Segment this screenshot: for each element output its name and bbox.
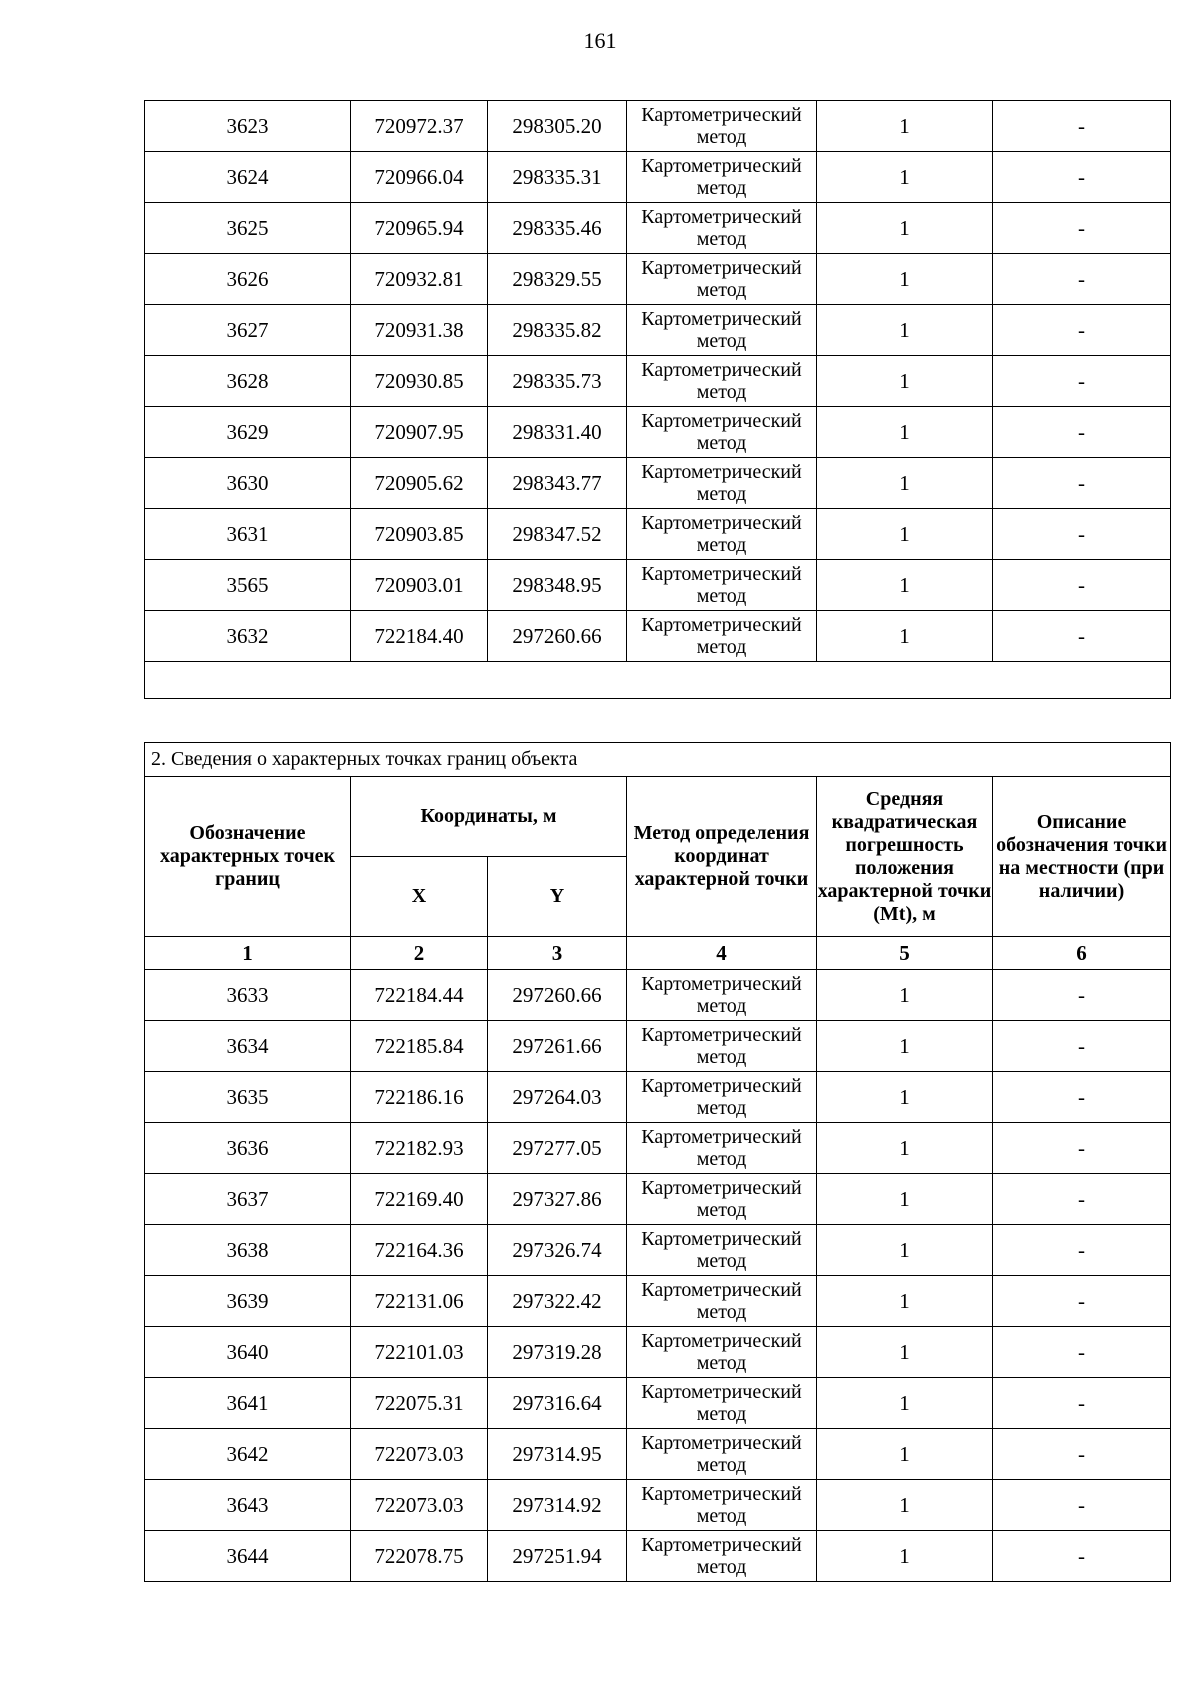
error-cell: 1 xyxy=(817,1429,993,1480)
error-cell: 1 xyxy=(817,1327,993,1378)
table-row xyxy=(145,1480,1171,1531)
x-coordinate-cell: 720907.95 xyxy=(351,407,488,458)
point-id-cell: 3641 xyxy=(145,1378,351,1429)
method-cell: Картометрический метод xyxy=(627,356,817,407)
table-row xyxy=(145,458,1171,509)
point-id-cell: 3624 xyxy=(145,152,351,203)
method-cell: Картометрический метод xyxy=(627,203,817,254)
table-row xyxy=(145,152,1171,203)
description-cell: - xyxy=(993,203,1171,254)
x-coordinate-cell: 722186.16 xyxy=(351,1072,488,1123)
y-coordinate-cell: 297261.66 xyxy=(488,1021,627,1072)
point-id-cell: 3628 xyxy=(145,356,351,407)
method-cell: Картометрический метод xyxy=(627,407,817,458)
column-index: 6 xyxy=(993,937,1171,970)
table-row xyxy=(145,101,1171,152)
description-cell: - xyxy=(993,560,1171,611)
table-row xyxy=(145,1378,1171,1429)
method-cell: Картометрический метод xyxy=(627,970,817,1021)
error-cell: 1 xyxy=(817,152,993,203)
point-id-cell: 3638 xyxy=(145,1225,351,1276)
table-row xyxy=(145,1021,1171,1072)
method-cell: Картометрический метод xyxy=(627,254,817,305)
x-coordinate-cell: 722101.03 xyxy=(351,1327,488,1378)
x-coordinate-cell: 720972.37 xyxy=(351,101,488,152)
point-id-cell: 3630 xyxy=(145,458,351,509)
method-cell: Картометрический метод xyxy=(627,1276,817,1327)
table-caption-row xyxy=(145,743,1171,777)
table-row xyxy=(145,1327,1171,1378)
header-designation: Обозначение характерных точек границ xyxy=(145,777,351,937)
error-cell: 1 xyxy=(817,509,993,560)
column-index: 4 xyxy=(627,937,817,970)
point-id-cell: 3633 xyxy=(145,970,351,1021)
table-row xyxy=(145,1123,1171,1174)
y-coordinate-cell: 298348.95 xyxy=(488,560,627,611)
table-row xyxy=(145,356,1171,407)
method-cell: Картометрический метод xyxy=(627,1174,817,1225)
point-id-cell: 3623 xyxy=(145,101,351,152)
point-id-cell: 3565 xyxy=(145,560,351,611)
y-coordinate-cell: 298329.55 xyxy=(488,254,627,305)
y-coordinate-cell: 297314.92 xyxy=(488,1480,627,1531)
y-coordinate-cell: 298305.20 xyxy=(488,101,627,152)
x-coordinate-cell: 720965.94 xyxy=(351,203,488,254)
method-cell: Картометрический метод xyxy=(627,560,817,611)
x-coordinate-cell: 722184.44 xyxy=(351,970,488,1021)
description-cell: - xyxy=(993,305,1171,356)
method-cell: Картометрический метод xyxy=(627,305,817,356)
table-empty-row xyxy=(145,662,1171,699)
method-cell: Картометрический метод xyxy=(627,1531,817,1582)
x-coordinate-cell: 722078.75 xyxy=(351,1531,488,1582)
method-cell: Картометрический метод xyxy=(627,509,817,560)
method-cell: Картометрический метод xyxy=(627,1480,817,1531)
error-cell: 1 xyxy=(817,1174,993,1225)
point-id-cell: 3635 xyxy=(145,1072,351,1123)
x-coordinate-cell: 720903.85 xyxy=(351,509,488,560)
error-cell: 1 xyxy=(817,407,993,458)
point-id-cell: 3629 xyxy=(145,407,351,458)
y-coordinate-cell: 298335.31 xyxy=(488,152,627,203)
y-coordinate-cell: 297316.64 xyxy=(488,1378,627,1429)
error-cell: 1 xyxy=(817,1072,993,1123)
y-coordinate-cell: 298335.46 xyxy=(488,203,627,254)
error-cell: 1 xyxy=(817,1123,993,1174)
table-row xyxy=(145,1225,1171,1276)
description-cell: - xyxy=(993,970,1171,1021)
table-row xyxy=(145,560,1171,611)
error-cell: 1 xyxy=(817,1480,993,1531)
y-coordinate-cell: 297251.94 xyxy=(488,1531,627,1582)
x-coordinate-cell: 722073.03 xyxy=(351,1429,488,1480)
x-coordinate-cell: 720903.01 xyxy=(351,560,488,611)
column-index: 2 xyxy=(351,937,488,970)
y-coordinate-cell: 297264.03 xyxy=(488,1072,627,1123)
y-coordinate-cell: 297260.66 xyxy=(488,611,627,662)
x-coordinate-cell: 722182.93 xyxy=(351,1123,488,1174)
description-cell: - xyxy=(993,1378,1171,1429)
y-coordinate-cell: 298335.73 xyxy=(488,356,627,407)
method-cell: Картометрический метод xyxy=(627,458,817,509)
header-x: X xyxy=(351,857,488,937)
y-coordinate-cell: 297260.66 xyxy=(488,970,627,1021)
table-row xyxy=(145,1429,1171,1480)
error-cell: 1 xyxy=(817,1276,993,1327)
description-cell: - xyxy=(993,1429,1171,1480)
description-cell: - xyxy=(993,1276,1171,1327)
description-cell: - xyxy=(993,407,1171,458)
x-coordinate-cell: 722185.84 xyxy=(351,1021,488,1072)
error-cell: 1 xyxy=(817,560,993,611)
description-cell: - xyxy=(993,1480,1171,1531)
y-coordinate-cell: 298335.82 xyxy=(488,305,627,356)
point-id-cell: 3636 xyxy=(145,1123,351,1174)
table-row xyxy=(145,203,1171,254)
table-row xyxy=(145,1174,1171,1225)
point-id-cell: 3631 xyxy=(145,509,351,560)
description-cell: - xyxy=(993,356,1171,407)
description-cell: - xyxy=(993,101,1171,152)
error-cell: 1 xyxy=(817,1021,993,1072)
description-cell: - xyxy=(993,1021,1171,1072)
method-cell: Картометрический метод xyxy=(627,611,817,662)
method-cell: Картометрический метод xyxy=(627,1327,817,1378)
header-coordinates: Координаты, м xyxy=(351,777,627,857)
page-number: 161 xyxy=(583,28,617,53)
description-cell: - xyxy=(993,1123,1171,1174)
error-cell: 1 xyxy=(817,101,993,152)
table-row xyxy=(145,407,1171,458)
description-cell: - xyxy=(993,458,1171,509)
description-cell: - xyxy=(993,254,1171,305)
x-coordinate-cell: 722169.40 xyxy=(351,1174,488,1225)
error-cell: 1 xyxy=(817,305,993,356)
y-coordinate-cell: 297314.95 xyxy=(488,1429,627,1480)
point-id-cell: 3644 xyxy=(145,1531,351,1582)
point-id-cell: 3625 xyxy=(145,203,351,254)
y-coordinate-cell: 298347.52 xyxy=(488,509,627,560)
method-cell: Картометрический метод xyxy=(627,101,817,152)
table-row xyxy=(145,305,1171,356)
point-id-cell: 3632 xyxy=(145,611,351,662)
table-row xyxy=(145,1276,1171,1327)
error-cell: 1 xyxy=(817,611,993,662)
x-coordinate-cell: 720966.04 xyxy=(351,152,488,203)
header-error: Средняя квадратическая погрешность положения характерной точки (Mt), м xyxy=(817,777,993,937)
table-row xyxy=(145,1072,1171,1123)
method-cell: Картометрический метод xyxy=(627,1072,817,1123)
error-cell: 1 xyxy=(817,203,993,254)
x-coordinate-cell: 722075.31 xyxy=(351,1378,488,1429)
table-empty-cell xyxy=(145,662,1171,699)
y-coordinate-cell: 298331.40 xyxy=(488,407,627,458)
table-row xyxy=(145,970,1171,1021)
error-cell: 1 xyxy=(817,1225,993,1276)
x-coordinate-cell: 720930.85 xyxy=(351,356,488,407)
error-cell: 1 xyxy=(817,970,993,1021)
point-id-cell: 3640 xyxy=(145,1327,351,1378)
y-coordinate-cell: 298343.77 xyxy=(488,458,627,509)
x-coordinate-cell: 722184.40 xyxy=(351,611,488,662)
x-coordinate-cell: 720932.81 xyxy=(351,254,488,305)
x-coordinate-cell: 720931.38 xyxy=(351,305,488,356)
method-cell: Картометрический метод xyxy=(627,1021,817,1072)
point-id-cell: 3637 xyxy=(145,1174,351,1225)
coordinates-table-continued xyxy=(144,100,1171,699)
table-row xyxy=(145,509,1171,560)
description-cell: - xyxy=(993,1174,1171,1225)
error-cell: 1 xyxy=(817,1378,993,1429)
table-header-row xyxy=(145,777,1171,857)
point-id-cell: 3643 xyxy=(145,1480,351,1531)
table-column-index-row xyxy=(145,937,1171,970)
method-cell: Картометрический метод xyxy=(627,1429,817,1480)
error-cell: 1 xyxy=(817,356,993,407)
method-cell: Картометрический метод xyxy=(627,1123,817,1174)
column-index: 5 xyxy=(817,937,993,970)
description-cell: - xyxy=(993,1225,1171,1276)
header-method: Метод определения координат характерной точки xyxy=(627,777,817,937)
method-cell: Картометрический метод xyxy=(627,152,817,203)
header-y: Y xyxy=(488,857,627,937)
point-id-cell: 3626 xyxy=(145,254,351,305)
description-cell: - xyxy=(993,152,1171,203)
header-description: Описание обозначения точки на местности (при наличии) xyxy=(993,777,1171,937)
x-coordinate-cell: 722131.06 xyxy=(351,1276,488,1327)
description-cell: - xyxy=(993,509,1171,560)
method-cell: Картометрический метод xyxy=(627,1225,817,1276)
y-coordinate-cell: 297326.74 xyxy=(488,1225,627,1276)
point-id-cell: 3642 xyxy=(145,1429,351,1480)
description-cell: - xyxy=(993,611,1171,662)
error-cell: 1 xyxy=(817,458,993,509)
boundary-points-table-body xyxy=(145,970,1171,1582)
description-cell: - xyxy=(993,1531,1171,1582)
point-id-cell: 3627 xyxy=(145,305,351,356)
table-caption: 2. Сведения о характерных точках границ объекта xyxy=(145,743,1171,777)
column-index: 1 xyxy=(145,937,351,970)
method-cell: Картометрический метод xyxy=(627,1378,817,1429)
table-row xyxy=(145,611,1171,662)
y-coordinate-cell: 297277.05 xyxy=(488,1123,627,1174)
table-row xyxy=(145,254,1171,305)
coordinates-table-continued-body xyxy=(145,101,1171,699)
table-row xyxy=(145,1531,1171,1582)
point-id-cell: 3634 xyxy=(145,1021,351,1072)
y-coordinate-cell: 297322.42 xyxy=(488,1276,627,1327)
x-coordinate-cell: 720905.62 xyxy=(351,458,488,509)
x-coordinate-cell: 722164.36 xyxy=(351,1225,488,1276)
description-cell: - xyxy=(993,1072,1171,1123)
y-coordinate-cell: 297319.28 xyxy=(488,1327,627,1378)
error-cell: 1 xyxy=(817,254,993,305)
column-index: 3 xyxy=(488,937,627,970)
error-cell: 1 xyxy=(817,1531,993,1582)
y-coordinate-cell: 297327.86 xyxy=(488,1174,627,1225)
description-cell: - xyxy=(993,1327,1171,1378)
point-id-cell: 3639 xyxy=(145,1276,351,1327)
x-coordinate-cell: 722073.03 xyxy=(351,1480,488,1531)
boundary-points-table xyxy=(144,742,1171,1582)
